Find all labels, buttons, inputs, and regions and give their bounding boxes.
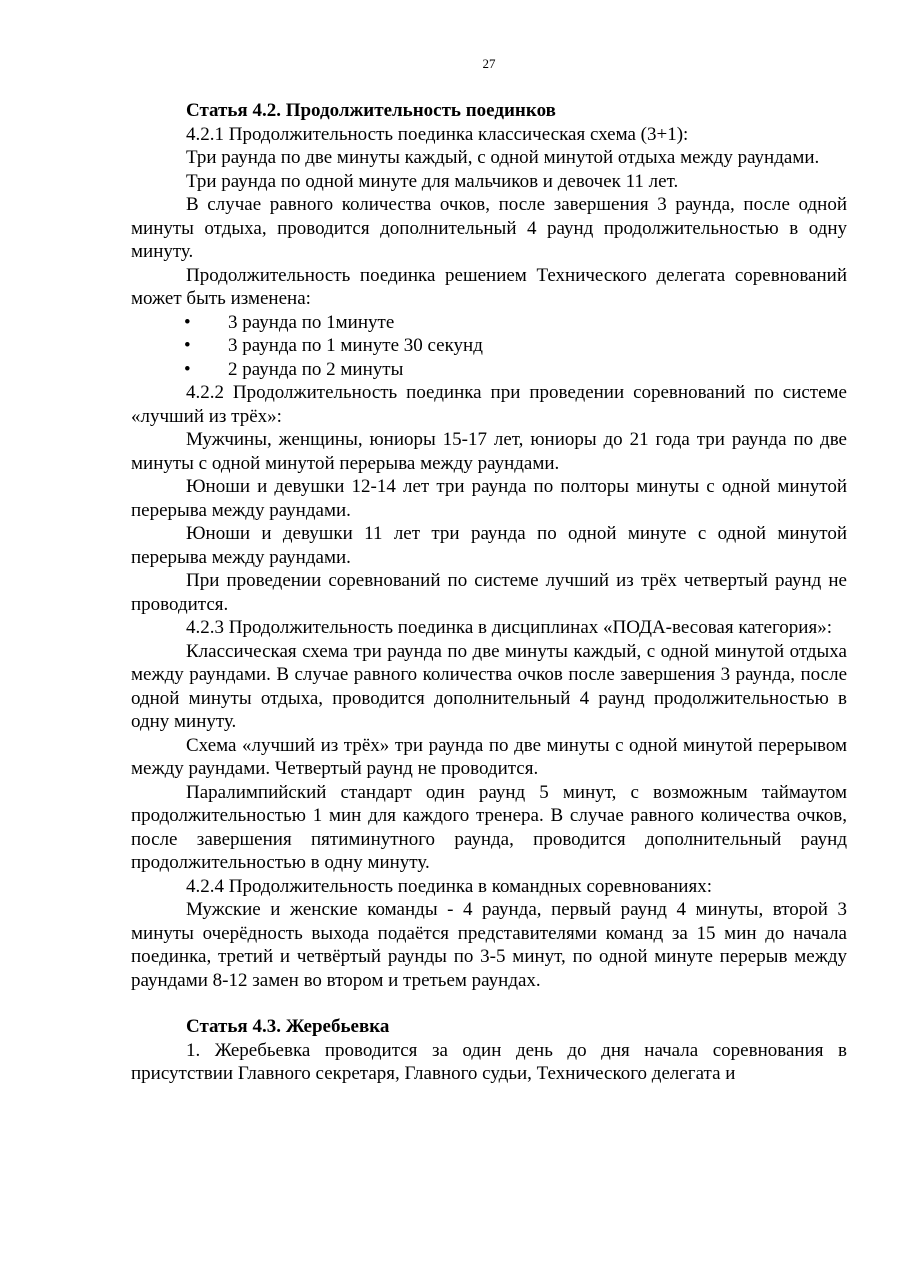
paragraph: Продолжительность поединка решением Технического делегата соревнований может быть изменена:: [131, 264, 847, 309]
section-spacer: [131, 992, 847, 1015]
paragraph-4-2-3: 4.2.3 Продолжительность поединка в дисциплинах «ПОДА-весовая категория»:: [186, 617, 832, 638]
bullet-list: [131, 311, 847, 382]
document-page: [131, 48, 847, 1086]
paragraph: В случае равного количества очков, после завершения 3 раунда, после одной минуты отдыха, проводится дополнительный 4 раунд продолжительностью в одну минуту.: [131, 194, 847, 262]
list-item-text: 3 раунда по 1минуте: [228, 311, 395, 333]
paragraph-4-2-2: 4.2.2 Продолжительность поединка при проведении соревнований по системе «лучший из трёх»:: [131, 382, 847, 427]
paragraph: При проведении соревнований по системе лучший из трёх четвертый раунд не проводится.: [131, 570, 847, 615]
bullet-icon: •: [184, 311, 191, 333]
list-item: [131, 311, 847, 335]
paragraph: Паралимпийский стандарт один раунд 5 минут, с возможным таймаутом продолжительностью 1 мин для каждого тренера. В случае равного количества очков, после завершения пятиминутного раунда, проводится дополнительный раунд продолжительностью в одну минуту.: [131, 781, 847, 873]
paragraph: Юноши и девушки 12-14 лет три раунда по полторы минуты с одной минутой перерыва между раундами.: [131, 476, 847, 521]
paragraph: Юноши и девушки 11 лет три раунда по одной минуте с одной минутой перерыва между раундами.: [131, 523, 847, 568]
list-item: [131, 358, 847, 382]
section-heading-4-2: Статья 4.2. Продолжительность поединков: [186, 100, 556, 121]
paragraph-4-2-4: 4.2.4 Продолжительность поединка в командных соревнованиях:: [186, 875, 712, 897]
paragraph: Схема «лучший из трёх» три раунда по две минуты с одной минутой перерывом между раундами. Четвертый раунд не проводится.: [131, 734, 847, 779]
section-heading-4-3: Статья 4.3. Жеребьевка: [186, 1016, 390, 1037]
paragraph: Три раунда по две минуты каждый, с одной минутой отдыха между раундами.: [186, 147, 820, 168]
page-number: 27: [482, 56, 496, 71]
list-item-text: 3 раунда по 1 минуте 30 секунд: [228, 335, 483, 356]
bullet-icon: •: [184, 335, 191, 356]
paragraph: Мужчины, женщины, юниоры 15-17 лет, юниоры до 21 года три раунда по две минуты с одной минутой перерыва между раундами.: [131, 429, 847, 474]
paragraph: Три раунда по одной минуте для мальчиков и девочек 11 лет.: [186, 170, 679, 192]
paragraph: Мужские и женские команды - 4 раунда, первый раунд 4 минуты, второй 3 минуты очерёдность выхода подаётся представителями команд за 15 мин до начала поединка, третий и четвёртый раунды по 3-5 минут, по одной минуте перерыв между раундами 8-12 замен во втором и третьем раундах.: [131, 899, 847, 991]
list-item: [131, 334, 847, 358]
bullet-icon: •: [184, 358, 191, 380]
list-item-text: 2 раунда по 2 минуты: [228, 358, 404, 380]
paragraph: Классическая схема три раунда по две минуты каждый, с одной минутой отдыха между раундами. В случае равного количества очков после завершения 3 раунда, после одной минуты отдыха, проводится дополнительный 4 раунд продолжительностью в одну минуту.: [131, 640, 847, 732]
paragraph-4-2-1: 4.2.1 Продолжительность поединка классическая схема (3+1):: [186, 123, 689, 145]
paragraph-4-3-1: 1. Жеребьевка проводится за один день до дня начала соревнования в присутствии Главного секретаря, Главного судьи, Технического делегата и: [131, 1039, 847, 1084]
